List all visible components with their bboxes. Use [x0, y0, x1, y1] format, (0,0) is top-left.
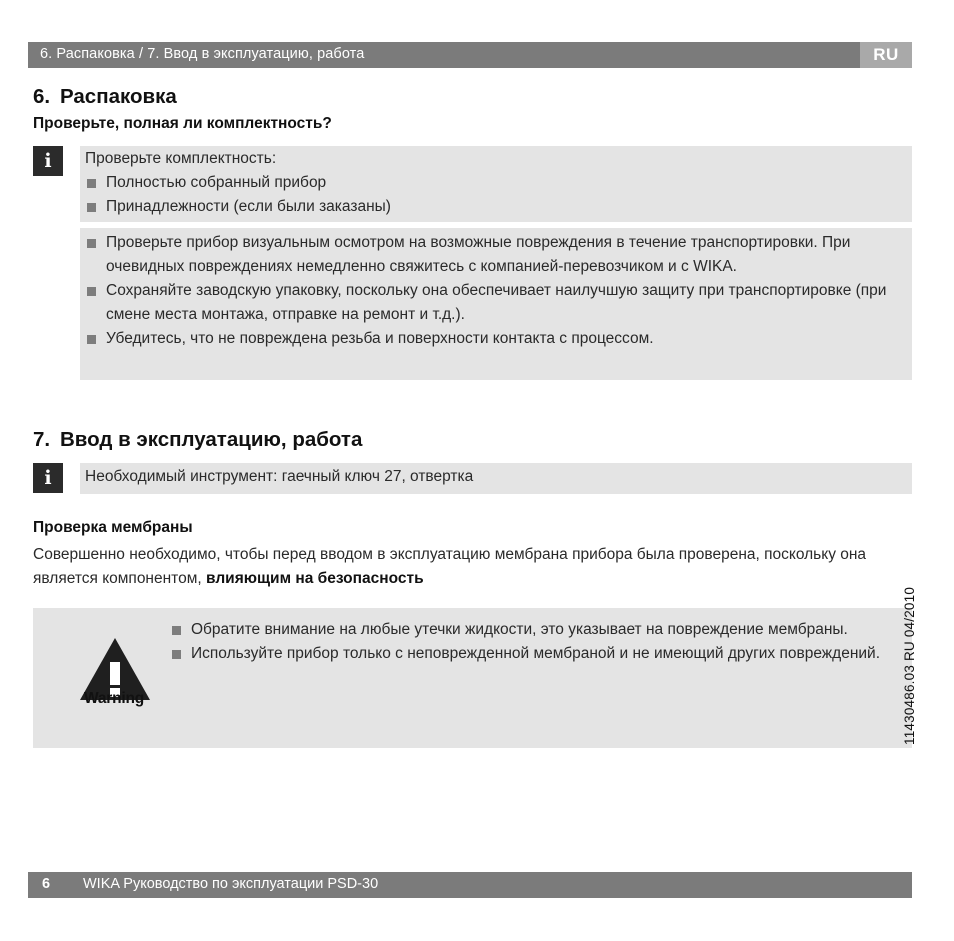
info-icon	[33, 146, 63, 176]
footer-document-title: WIKA Руководство по эксплуатации PSD-30	[83, 876, 379, 892]
warning-triangle-icon	[66, 638, 162, 716]
list-item-label: Полностью собранный прибор	[106, 174, 327, 191]
list-item-label: Обратите внимание на любые утечки жидкости, это указывает на повреждение мембраны.	[191, 621, 848, 638]
bullet-square-icon	[87, 179, 96, 188]
breadcrumb: 6. Распаковка / 7. Ввод в эксплуатацию, работа	[40, 46, 365, 62]
document-code: 11430486.03 RU 04/2010	[902, 586, 917, 745]
info-i-glyph: i	[44, 467, 52, 489]
required-tools-text: Необходимый инструмент: гаечный ключ 27, отвертка	[85, 468, 474, 485]
checklist-list	[85, 171, 825, 219]
list-item	[85, 231, 895, 279]
language-badge: RU	[860, 42, 912, 68]
membrane-check-heading: Проверка мембраны	[33, 519, 193, 536]
list-item	[170, 618, 890, 642]
list-item	[85, 327, 895, 351]
section-7-number: 7.	[33, 428, 51, 451]
bullet-square-icon	[87, 239, 96, 248]
bullet-square-icon	[87, 287, 96, 296]
warning-label: Warning	[83, 690, 145, 707]
list-item-label: Используйте прибор только с неповрежденной мембраной и не имеющий других повреждений.	[191, 645, 881, 662]
page-header-bar	[28, 42, 912, 68]
exclamation-stem	[110, 662, 120, 685]
inspection-list	[85, 231, 895, 351]
section-6-subtitle: Проверьте, полная ли комплектность?	[33, 115, 332, 132]
list-item	[85, 195, 825, 219]
membrane-paragraph-emphasis: влияющим на безопасность	[206, 570, 424, 587]
list-item-label: Проверьте прибор визуальным осмотром на возможные повреждения в течение транспортировки. При очевидных повреждениях немедленно свяжитесь с компанией-перевозчиком и с WIKA.	[106, 234, 851, 275]
list-item	[85, 279, 895, 327]
checklist-lead-text: Проверьте комплектность:	[85, 150, 277, 167]
section-7-title: Ввод в эксплуатацию, работа	[60, 428, 363, 451]
list-item-label: Убедитесь, что не повреждена резьба и поверхности контакта с процессом.	[106, 330, 654, 347]
info-i-glyph: i	[44, 150, 52, 172]
page-footer-bar	[28, 872, 912, 898]
bullet-square-icon	[172, 626, 181, 635]
info-icon	[33, 463, 63, 493]
bullet-square-icon	[172, 650, 181, 659]
bullet-square-icon	[87, 335, 96, 344]
bullet-square-icon	[87, 203, 96, 212]
list-item-label: Сохраняйте заводскую упаковку, поскольку она обеспечивает наилучшую защиту при транспортировке (при смене места монтажа, отправке на ремонт и т.д.).	[106, 282, 887, 323]
list-item-label: Принадлежности (если были заказаны)	[106, 198, 391, 215]
page-number: 6	[42, 876, 51, 892]
section-7-heading	[33, 428, 362, 452]
warning-list	[170, 618, 890, 666]
section-6-number: 6.	[33, 85, 51, 108]
list-item	[85, 171, 825, 195]
membrane-paragraph-plain: Совершенно необходимо, чтобы перед вводом в эксплуатацию мембрана прибора была проверена, поскольку она является компонентом,	[33, 546, 867, 587]
section-6-title: Распаковка	[60, 85, 177, 108]
membrane-paragraph	[33, 543, 915, 591]
list-item	[170, 642, 890, 666]
section-6-heading	[33, 85, 177, 109]
